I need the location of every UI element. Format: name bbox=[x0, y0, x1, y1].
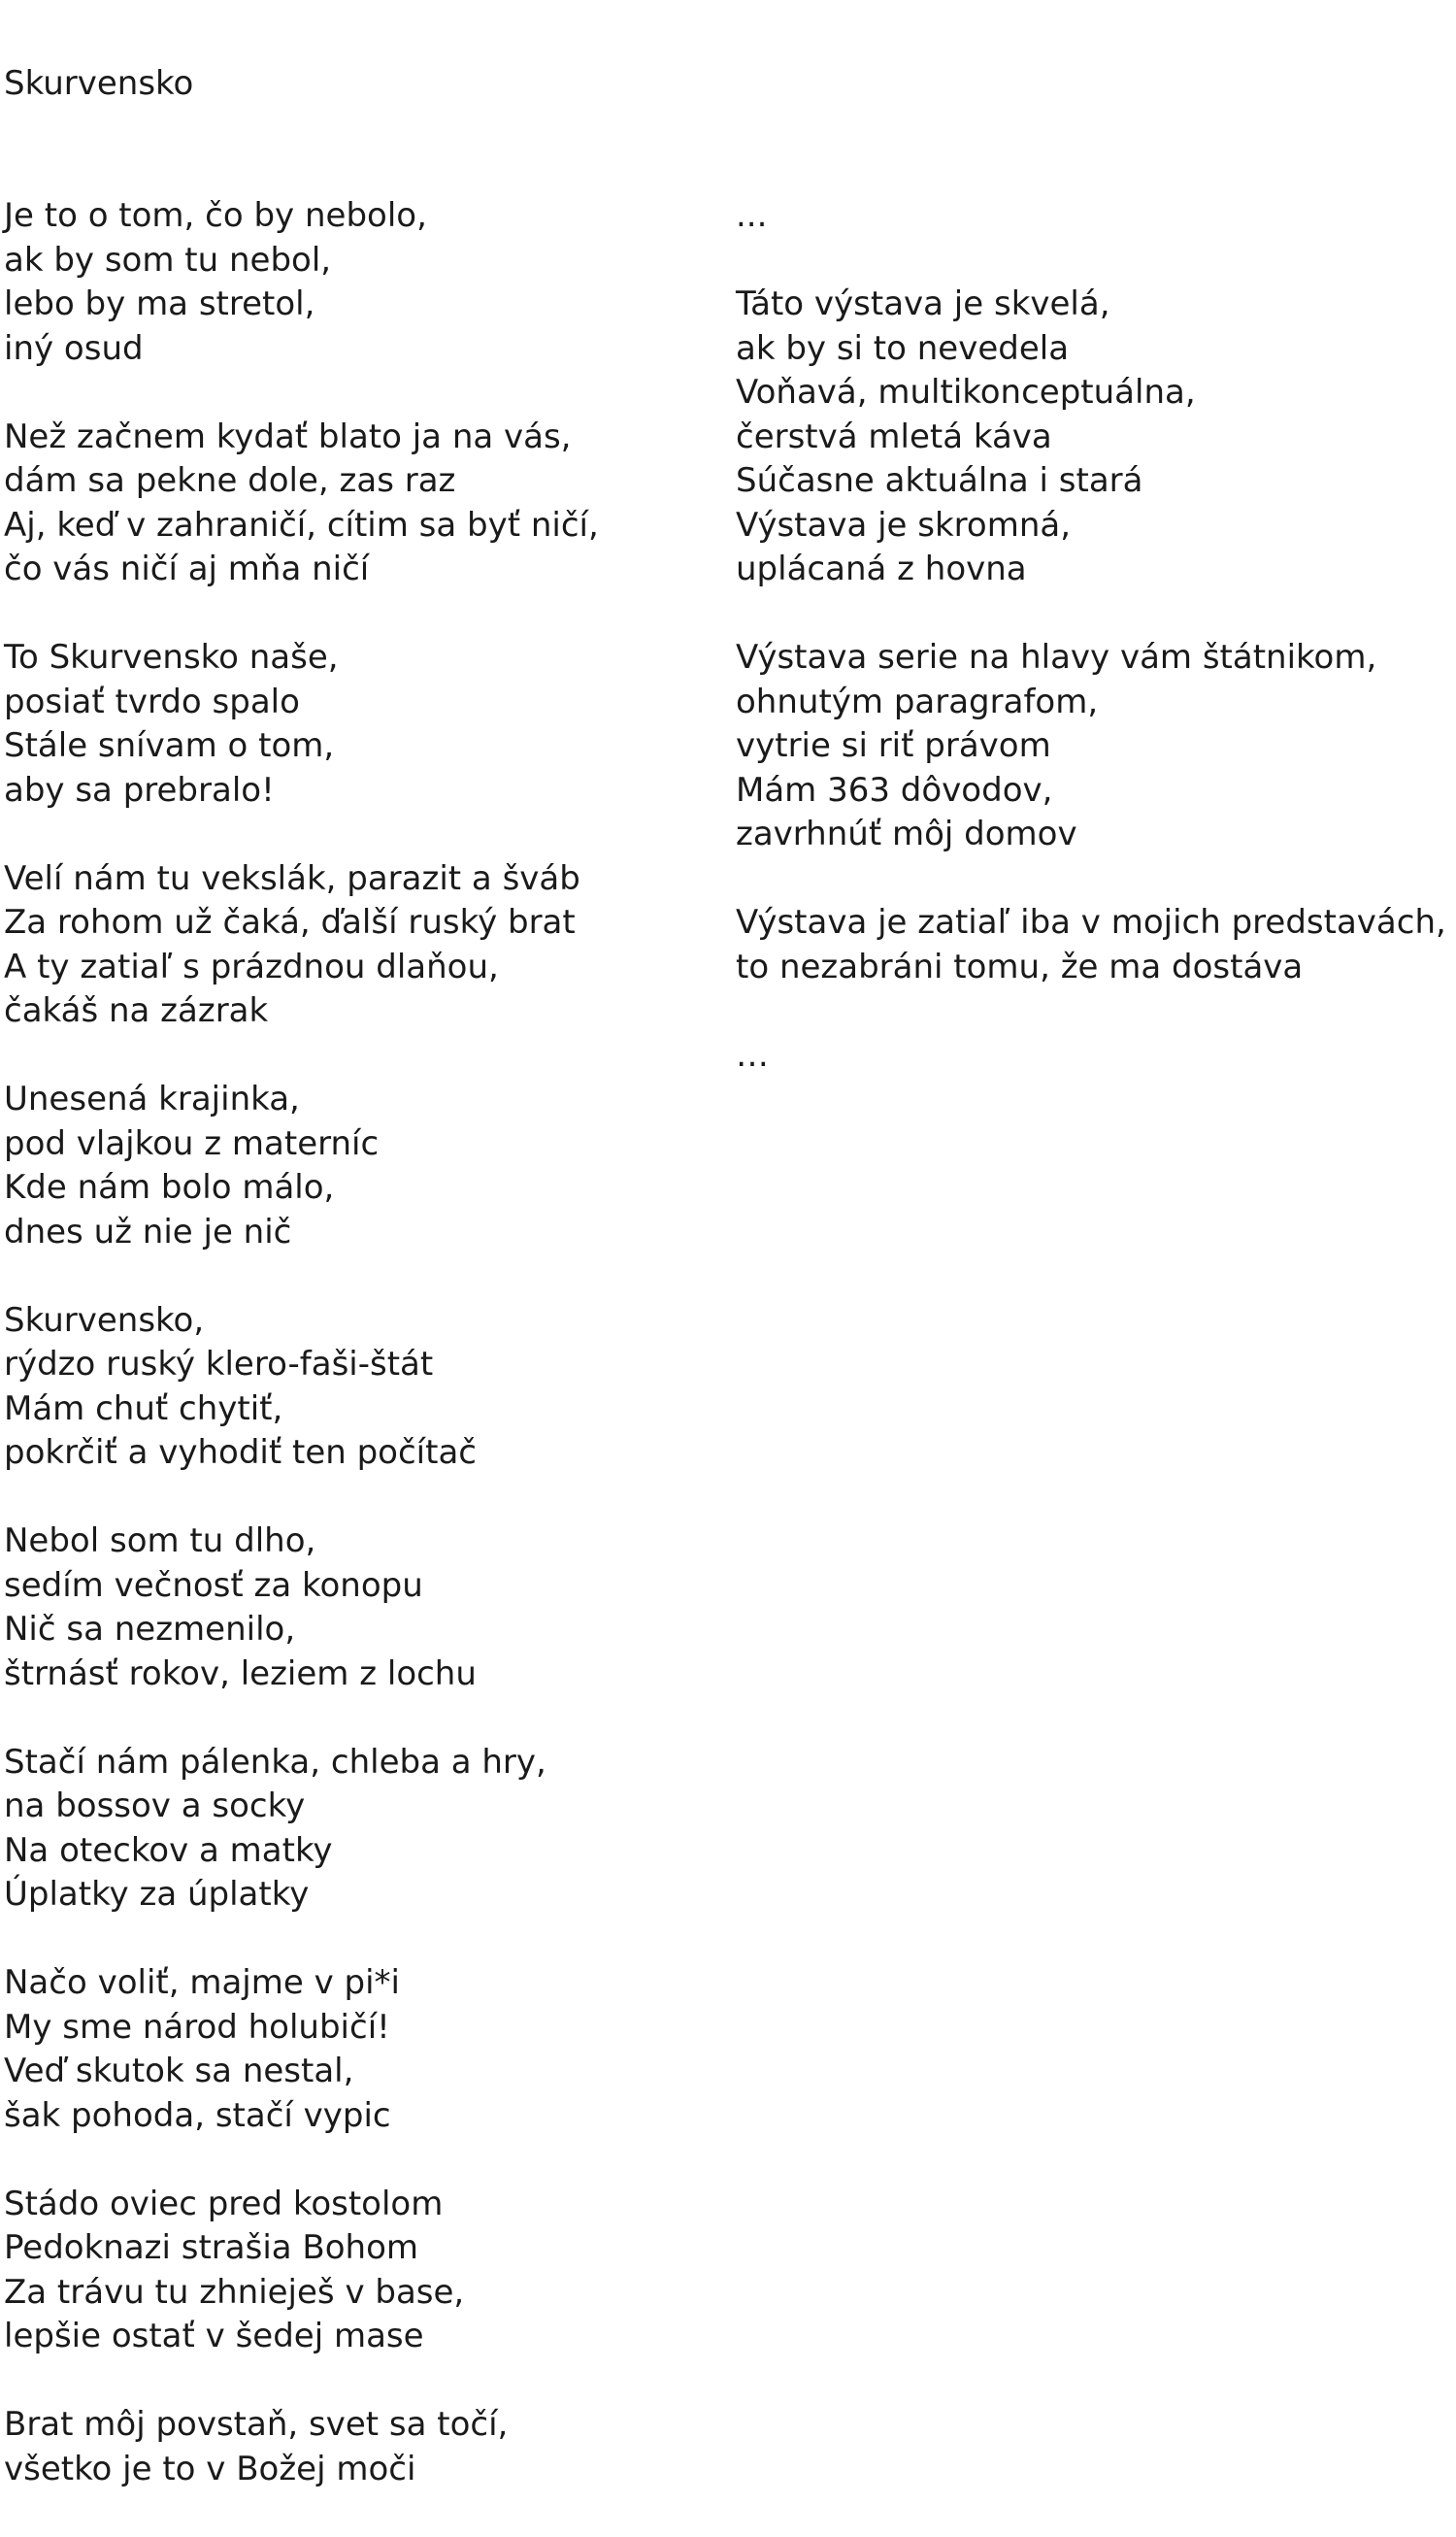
verse-line: čakáš na zázrak bbox=[4, 991, 269, 1030]
verse-line: ak by som tu nebol, bbox=[4, 240, 332, 280]
verse-line: Stádo oviec pred kostolom bbox=[4, 2184, 444, 2223]
verse-line: Táto výstava je skvelá, bbox=[736, 284, 1110, 323]
verse-line: Za trávu tu zhnieješ v base, bbox=[4, 2272, 465, 2312]
verse-line: sedím večnosť za konopu bbox=[4, 1565, 423, 1605]
verse-line: všetko je to v Božej moči bbox=[4, 2449, 416, 2488]
verse-line: lebo by ma stretol, bbox=[4, 284, 315, 323]
stanza bbox=[4, 2403, 599, 2491]
stanza bbox=[4, 194, 599, 371]
verse-line: Nebol som tu dlho, bbox=[4, 1521, 316, 1560]
verse-line: šak pohoda, stačí vypic bbox=[4, 2095, 391, 2135]
verse-line: pod vlajkou z materníc bbox=[4, 1123, 380, 1163]
verse-line: pokrčiť a vyhodiť ten počítač bbox=[4, 1433, 477, 1472]
left-column bbox=[4, 194, 599, 2536]
verse-line: ... bbox=[736, 196, 768, 235]
verse-line: Nič sa nezmenilo, bbox=[4, 1610, 296, 1649]
verse-line: Veď skutok sa nestal, bbox=[4, 2052, 354, 2090]
stanza bbox=[4, 2183, 599, 2359]
verse-line: Súčasne aktuálna i stará bbox=[736, 461, 1143, 500]
verse-line: ohnutým paragrafom, bbox=[736, 682, 1099, 721]
verse-line: Aj, keď v zahraničí, cítim sa byť ničí, bbox=[4, 505, 599, 545]
verse-line: To Skurvensko naše, bbox=[4, 638, 339, 677]
stanza bbox=[4, 636, 599, 813]
verse-line: čerstvá mletá káva bbox=[736, 417, 1052, 456]
verse-line: vytrie si riť právom bbox=[736, 726, 1051, 765]
verse-line: Za rohom už čaká, ďalší ruský brat bbox=[4, 903, 576, 942]
verse-line: ak by si to nevedela bbox=[736, 328, 1070, 368]
verse-line: posiať tvrdo spalo bbox=[4, 682, 300, 721]
stanza bbox=[4, 1741, 599, 1918]
verse-line: štrnásť rokov, leziem z lochu bbox=[4, 1653, 477, 1693]
stanza bbox=[736, 283, 1446, 592]
stanza bbox=[736, 901, 1446, 989]
verse-line: Pedoknazi strašia Bohom bbox=[4, 2228, 419, 2267]
stanza bbox=[736, 194, 1446, 239]
verse-line: Voňavá, multikonceptuálna, bbox=[736, 373, 1196, 412]
verse-line: dám sa pekne dole, zas raz bbox=[4, 461, 456, 500]
verse-line: Je to o tom, čo by nebolo, bbox=[4, 196, 427, 235]
verse-line: Na oteckov a matky bbox=[4, 1830, 333, 1870]
poem-title: Skurvensko bbox=[4, 64, 194, 103]
verse-line: Než začnem kydať blato ja na vás, bbox=[4, 417, 572, 456]
verse-line: Mám 363 dôvodov, bbox=[736, 770, 1053, 810]
stanza bbox=[4, 1961, 599, 2138]
stanza bbox=[4, 1299, 599, 1476]
verse-line: rýdzo ruský klero-faši-štát bbox=[4, 1345, 434, 1384]
verse-line: dnes už nie je nič bbox=[4, 1212, 292, 1252]
verse-line: Mám chuť chytiť, bbox=[4, 1388, 283, 1428]
verse-line: na bossov a socky bbox=[4, 1786, 306, 1825]
right-column bbox=[736, 194, 1446, 1122]
stanza bbox=[736, 1034, 1446, 1079]
verse-line: My sme národ holubičí! bbox=[4, 2007, 390, 2047]
verse-line: Stále snívam o tom, bbox=[4, 726, 335, 765]
stanza bbox=[736, 636, 1446, 857]
verse-line: Skurvensko, bbox=[4, 1300, 205, 1340]
verse-line: Výstava je zatiaľ iba v mojich predstavách, bbox=[736, 903, 1446, 942]
verse-line: uplácaná z hovna bbox=[736, 550, 1027, 588]
verse-line: iný osud bbox=[4, 328, 144, 368]
verse-line: Velí nám tu vekslák, parazit a šváb bbox=[4, 858, 580, 898]
verse-line: lepšie ostať v šedej mase bbox=[4, 2317, 424, 2355]
verse-line: Kde nám bolo málo, bbox=[4, 1168, 335, 1207]
verse-line: čo vás ničí aj mňa ničí bbox=[4, 550, 370, 588]
verse-line: Stačí nám pálenka, chleba a hry, bbox=[4, 1742, 546, 1782]
stanza bbox=[4, 1519, 599, 1696]
stanza bbox=[4, 857, 599, 1034]
verse-line: zavrhnúť môj domov bbox=[736, 815, 1077, 853]
verse-line: to nezabráni tomu, že ma dostáva bbox=[736, 947, 1304, 986]
stanza bbox=[4, 1078, 599, 1254]
stanza bbox=[4, 416, 599, 592]
verse-line: Výstava je skromná, bbox=[736, 505, 1072, 545]
verse-line: Výstava serie na hlavy vám štátnikom, bbox=[736, 638, 1377, 677]
verse-line: Načo voliť, majme v pi*i bbox=[4, 1963, 400, 2002]
verse-line: Unesená krajinka, bbox=[4, 1080, 300, 1118]
verse-line: Brat môj povstaň, svet sa točí, bbox=[4, 2405, 509, 2444]
verse-line: aby sa prebralo! bbox=[4, 770, 275, 810]
verse-line: Úplatky za úplatky bbox=[4, 1875, 310, 1914]
verse-line: A ty zatiaľ s prázdnou dlaňou, bbox=[4, 947, 499, 986]
verse-line: … bbox=[736, 1035, 769, 1075]
